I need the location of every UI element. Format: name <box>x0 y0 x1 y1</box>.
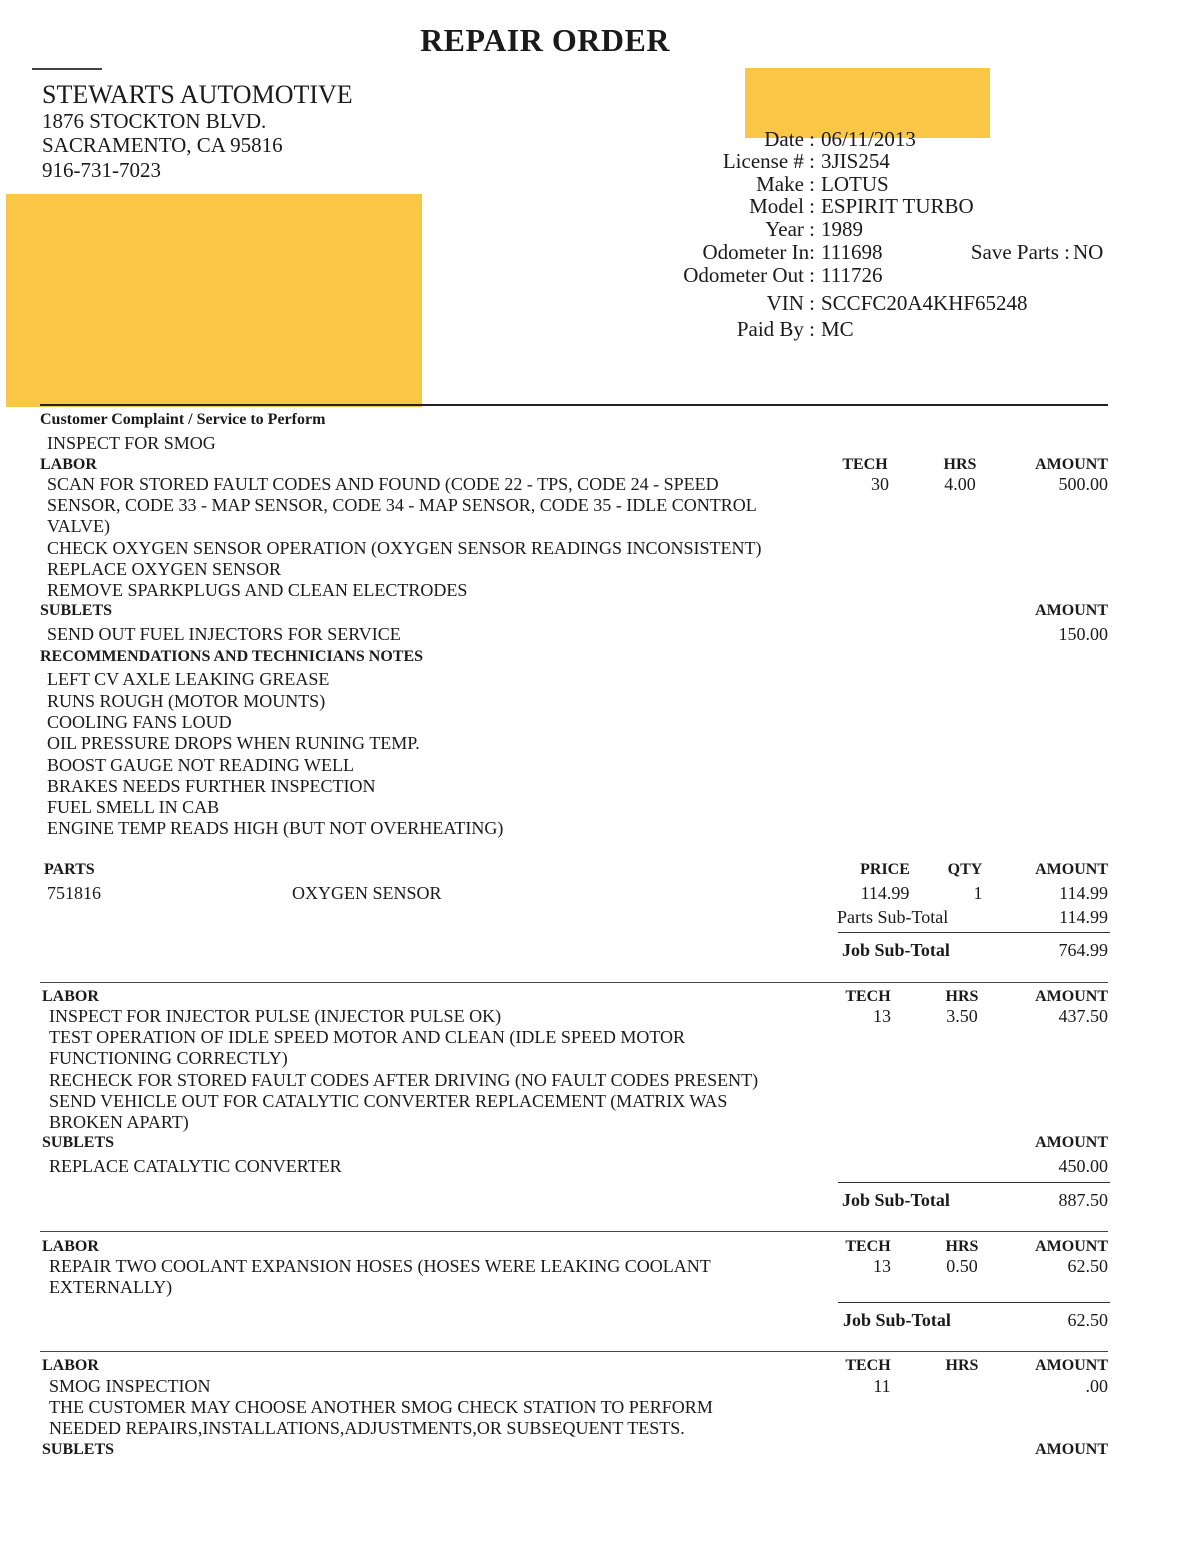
year-value: 1989 <box>821 217 863 241</box>
job1-tech-header: TECH <box>842 456 888 473</box>
job1-amount-header: AMOUNT <box>1035 456 1108 473</box>
job2-amount-value: 437.50 <box>1058 1006 1108 1026</box>
job1-tech-value: 30 <box>871 474 889 494</box>
job2-labor-line: RECHECK FOR STORED FAULT CODES AFTER DRIVING (NO FAULT CODES PRESENT) <box>49 1070 759 1090</box>
job1-hrs-header: HRS <box>943 456 977 473</box>
license-label: License # : <box>722 149 815 173</box>
job3-labor-line: EXTERNALLY) <box>49 1277 173 1297</box>
job2-hrs-header: HRS <box>945 988 979 1005</box>
recommendation-item: COOLING FANS LOUD <box>47 712 232 732</box>
paid-by-label: Paid By : <box>736 317 815 341</box>
job2-sublet-text: REPLACE CATALYTIC CONVERTER <box>49 1156 342 1176</box>
complaint-text: INSPECT FOR SMOG <box>47 433 216 453</box>
shop-address-city: SACRAMENTO, CA 95816 <box>42 133 283 157</box>
recommendation-item: ENGINE TEMP READS HIGH (BUT NOT OVERHEATING) <box>47 818 504 838</box>
job2-labor-line: SEND VEHICLE OUT FOR CATALYTIC CONVERTER REPLACEMENT (MATRIX WAS <box>49 1091 728 1111</box>
job1-labor-line: REMOVE SPARKPLUGS AND CLEAN ELECTRODES <box>47 580 468 600</box>
recommendation-item: OIL PRESSURE DROPS WHEN RUNING TEMP. <box>47 733 420 753</box>
qty-header: QTY <box>947 861 983 878</box>
part-description: OXYGEN SENSOR <box>292 883 442 903</box>
odometer-out-value: 111726 <box>821 263 883 287</box>
recommendation-item: FUEL SMELL IN CAB <box>47 797 220 817</box>
job4-labor-line: NEEDED REPAIRS,INSTALLATIONS,ADJUSTMENTS,OR SUBSEQUENT TESTS. <box>49 1418 685 1438</box>
job3-subtotal-label: Job Sub-Total <box>843 1310 951 1330</box>
job2-sublet-amount: 450.00 <box>1058 1156 1108 1176</box>
job1-amount-value: 500.00 <box>1058 474 1108 494</box>
vin-label: VIN : <box>766 291 815 315</box>
model-label: Model : <box>749 194 815 218</box>
complaint-header: Customer Complaint / Service to Perform <box>40 411 326 428</box>
job2-sublet-amount-header: AMOUNT <box>1035 1134 1108 1151</box>
job2-hrs-value: 3.50 <box>946 1006 978 1026</box>
parts-header: PARTS <box>44 861 95 878</box>
job1-sublet-text: SEND OUT FUEL INJECTORS FOR SERVICE <box>47 624 401 644</box>
scan-mark <box>32 68 102 70</box>
job4-labor-line: THE CUSTOMER MAY CHOOSE ANOTHER SMOG CHECK STATION TO PERFORM <box>49 1397 713 1417</box>
paid-by-value: MC <box>821 317 854 341</box>
job3-hrs-header: HRS <box>945 1238 979 1255</box>
job1-labor-line: REPLACE OXYGEN SENSOR <box>47 559 282 579</box>
save-parts-label: Save Parts : <box>970 240 1070 264</box>
shop-phone: 916-731-7023 <box>42 158 161 182</box>
job4-hrs-header: HRS <box>945 1357 979 1374</box>
job-divider <box>40 982 1108 983</box>
part-qty: 1 <box>973 883 983 903</box>
part-price: 114.99 <box>860 883 910 903</box>
job2-tech-value: 13 <box>873 1006 891 1026</box>
job-divider <box>40 1351 1108 1352</box>
recommendation-item: BOOST GAUGE NOT READING WELL <box>47 755 354 775</box>
job3-labor-line: REPAIR TWO COOLANT EXPANSION HOSES (HOSES WERE LEAKING COOLANT <box>49 1256 711 1276</box>
job4-sublet-amount-header: AMOUNT <box>1035 1441 1108 1458</box>
model-value: ESPIRIT TURBO <box>821 194 974 218</box>
job3-amount-header: AMOUNT <box>1035 1238 1108 1255</box>
license-value: 3JIS254 <box>821 149 890 173</box>
job1-labor-header: LABOR <box>40 456 97 473</box>
odometer-in-value: 111698 <box>821 240 883 264</box>
part-amount: 114.99 <box>1059 883 1108 903</box>
odometer-out-label: Odometer Out : <box>683 263 815 287</box>
recommendation-item: BRAKES NEEDS FURTHER INSPECTION <box>47 776 376 796</box>
job4-tech-header: TECH <box>845 1357 891 1374</box>
job2-subtotal-value: 887.50 <box>1058 1190 1108 1210</box>
make-value: LOTUS <box>821 172 889 196</box>
job4-sublets-header: SUBLETS <box>42 1441 115 1458</box>
job1-labor-line: CHECK OXYGEN SENSOR OPERATION (OXYGEN SENSOR READINGS INCONSISTENT) <box>47 538 762 558</box>
job1-sublets-header: SUBLETS <box>40 602 113 619</box>
job3-tech-value: 13 <box>873 1256 891 1276</box>
make-label: Make : <box>756 172 815 196</box>
redaction-sticky-note-left <box>6 194 422 407</box>
recommendation-item: RUNS ROUGH (MOTOR MOUNTS) <box>47 691 326 711</box>
job2-labor-line: INSPECT FOR INJECTOR PULSE (INJECTOR PULSE OK) <box>49 1006 502 1026</box>
job2-labor-line: TEST OPERATION OF IDLE SPEED MOTOR AND CLEAN (IDLE SPEED MOTOR <box>49 1027 686 1047</box>
shop-name: STEWARTS AUTOMOTIVE <box>42 80 353 109</box>
part-number: 751816 <box>47 883 101 903</box>
job2-labor-line: FUNCTIONING CORRECTLY) <box>49 1048 288 1068</box>
price-header: PRICE <box>860 861 910 878</box>
job2-labor-line: BROKEN APART) <box>49 1112 189 1132</box>
parts-subtotal-label: Parts Sub-Total <box>837 907 949 927</box>
date-label: Date : <box>764 127 815 151</box>
job4-tech-value: 11 <box>873 1376 891 1396</box>
job2-amount-header: AMOUNT <box>1035 988 1108 1005</box>
job2-labor-header: LABOR <box>42 988 99 1005</box>
vin-value: SCCFC20A4KHF65248 <box>821 291 1028 315</box>
subtotal-rule <box>838 932 1110 933</box>
odometer-in-label: Odometer In: <box>702 240 815 264</box>
subtotal-rule <box>838 1182 1110 1183</box>
recommendations-header: RECOMMENDATIONS AND TECHNICIANS NOTES <box>40 648 424 665</box>
parts-subtotal-value: 114.99 <box>1059 907 1108 927</box>
shop-address-street: 1876 STOCKTON BLVD. <box>42 109 267 133</box>
document-title: REPAIR ORDER <box>420 22 670 58</box>
job3-tech-header: TECH <box>845 1238 891 1255</box>
job1-sublet-amount-header: AMOUNT <box>1035 602 1108 619</box>
section-divider <box>40 404 1108 406</box>
subtotal-rule <box>838 1302 1110 1303</box>
year-label: Year : <box>765 217 815 241</box>
recommendation-item: LEFT CV AXLE LEAKING GREASE <box>47 669 330 689</box>
job2-sublets-header: SUBLETS <box>42 1134 115 1151</box>
job1-subtotal-label: Job Sub-Total <box>842 940 950 960</box>
date-value: 06/11/2013 <box>821 127 916 151</box>
job3-hrs-value: 0.50 <box>946 1256 978 1276</box>
parts-amount-header: AMOUNT <box>1035 861 1108 878</box>
job4-amount-value: .00 <box>1085 1376 1108 1396</box>
job1-labor-line: SENSOR, CODE 33 - MAP SENSOR, CODE 34 - MAP SENSOR, CODE 35 - IDLE CONTROL <box>47 495 757 515</box>
save-parts-value: NO <box>1073 240 1104 264</box>
job2-tech-header: TECH <box>845 988 891 1005</box>
job1-hrs-value: 4.00 <box>944 474 976 494</box>
job3-labor-header: LABOR <box>42 1238 99 1255</box>
job3-amount-value: 62.50 <box>1067 1256 1108 1276</box>
job4-labor-header: LABOR <box>42 1357 99 1374</box>
job1-subtotal-value: 764.99 <box>1058 940 1108 960</box>
job2-subtotal-label: Job Sub-Total <box>842 1190 950 1210</box>
job1-labor-line: VALVE) <box>47 516 111 536</box>
job1-labor-line: SCAN FOR STORED FAULT CODES AND FOUND (CODE 22 - TPS, CODE 24 - SPEED <box>47 474 719 494</box>
job4-labor-line: SMOG INSPECTION <box>49 1376 211 1396</box>
job3-subtotal-value: 62.50 <box>1067 1310 1108 1330</box>
job4-amount-header: AMOUNT <box>1035 1357 1108 1374</box>
job-divider <box>40 1231 1108 1232</box>
job1-sublet-amount: 150.00 <box>1058 624 1108 644</box>
